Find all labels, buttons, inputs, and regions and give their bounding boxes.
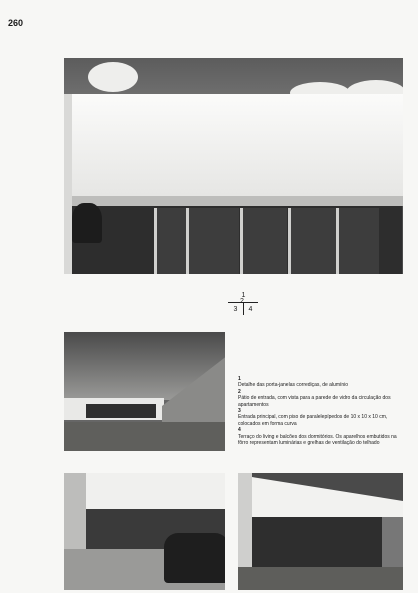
photo-3-main-entrance: [64, 473, 225, 590]
glass-pane: [240, 208, 287, 274]
page-number: 260: [8, 18, 24, 28]
key-cell: 4: [248, 306, 253, 313]
key-cell: 2: [240, 298, 244, 305]
caption-text: Detalhe das porta-janelas corrediças, de alumínio: [238, 382, 349, 389]
canopy: [86, 473, 225, 509]
cloud: [88, 62, 138, 92]
roof-edge: [64, 196, 403, 206]
caption-text: Terraço do living e balcões dos dormitórios. Os aparelhos embutidos na fôrro representam luminárias e grelhas de ventilação do telhado: [238, 433, 397, 447]
photo-1-sliding-doors: [64, 58, 403, 274]
photo-2-entrance-patio: [64, 332, 225, 451]
photo-4-living-terrace: [238, 473, 403, 590]
plant: [72, 203, 102, 243]
caption-text: Entrada principal, com piso de paralelepípedos de 10 x 10 x 10 cm, colocados em forma curva: [238, 414, 388, 427]
glass-pane: [154, 208, 187, 274]
caption-number: 3: [238, 408, 241, 415]
lawn: [64, 422, 225, 451]
caption-1: [238, 376, 406, 389]
caption-number: 2: [238, 388, 241, 395]
glass-wall: [86, 404, 156, 418]
car: [164, 533, 225, 583]
caption-number: 1: [238, 376, 241, 382]
roof-slab: [64, 94, 403, 196]
caption-2: [238, 389, 406, 408]
key-cell: 1: [241, 292, 246, 299]
glass-pane: [336, 208, 379, 274]
glass-pane: [186, 208, 239, 274]
caption-3: [238, 408, 406, 427]
glass-pane: [288, 208, 337, 274]
key-cell: 3: [233, 306, 238, 313]
caption-number: 4: [238, 427, 241, 434]
glass-wall: [252, 517, 382, 567]
lawn: [238, 567, 403, 590]
wall: [64, 94, 72, 274]
caption-text: Pátio de entrada, com vista para a parede de vidro da circulação dos apartamentos: [238, 395, 391, 408]
caption-4: [238, 427, 406, 446]
captions: [238, 376, 406, 446]
